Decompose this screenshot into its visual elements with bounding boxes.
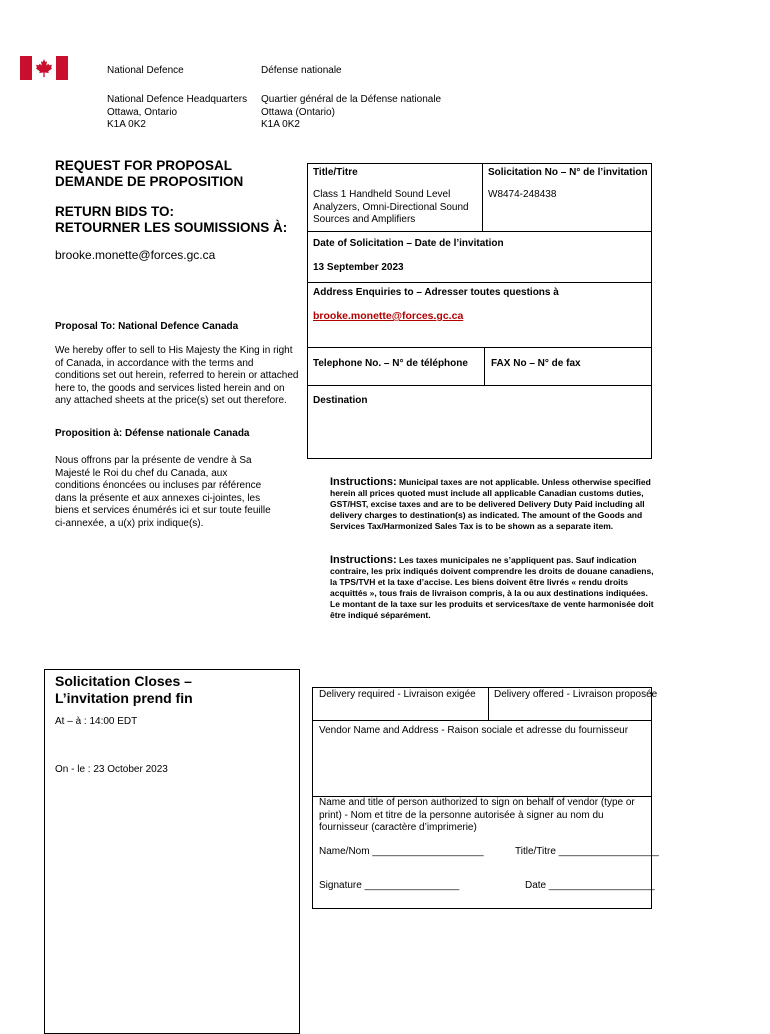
address-en-line: K1A 0K2 <box>107 119 146 130</box>
address-fr <box>261 94 441 132</box>
dept-name-fr: Défense nationale <box>261 65 342 76</box>
flag-left-bar <box>20 56 32 80</box>
date-of-solicitation-value: 13 September 2023 <box>313 262 404 273</box>
instructions-fr-text: Les taxes municipales ne s’appliquent pas. Sauf indication contraire, les prix indiqués doivent comprendre les droits de douane canadiens, la TPS/TVH et la taxe d’accise. Les biens doivent être livrés « rendu droits acquittés », tous frais de livraison compris, à la ou aux destinations indiquées. Le montant de la taxe sur les produits et services/taxe de vente harmonisée doit être indiqué séparément. <box>330 555 654 620</box>
rfp-title <box>55 158 243 190</box>
canada-flag-logo <box>20 56 68 80</box>
offer-text-en: We hereby offer to sell to His Majesty the King in right of Canada, in accordance with the terms and conditions set out herein, referred to herein or attached here to, the goods and services listed herein and on any attached sheets at the price(s) set out therefore. <box>55 345 299 407</box>
divider <box>312 720 652 721</box>
closing-time: At – à : 14:00 EDT <box>55 716 138 727</box>
address-fr-line: Ottawa (Ontario) <box>261 106 335 118</box>
enquiries-label: Address Enquiries to – Adresser toutes questions à <box>313 287 559 298</box>
delivery-offered-field[interactable]: Delivery offered - Livraison proposée <box>494 689 658 700</box>
authorized-person-label: Name and title of person authorized to sign on behalf of vendor (type or print) - Nom et titre de la personne autorisée à signer au nom du fournisseur (caractère d’imprimerie) <box>319 797 635 833</box>
divider <box>488 687 489 720</box>
divider <box>307 347 652 348</box>
title-label: Title/Titre <box>313 167 358 178</box>
rfp-title-en: REQUEST FOR PROPOSAL <box>55 158 233 173</box>
date-field[interactable]: Date ___________________ <box>525 880 655 891</box>
return-bids-fr: RETOURNER LES SOUMISSIONS À: <box>55 220 288 235</box>
name-field[interactable]: Name/Nom ____________________ <box>319 846 484 857</box>
offer-text-fr: Nous offrons par la présente de vendre à Sa Majesté le Roi du chef du Canada, aux conditions énoncées ou incluses par référence dans la présente et aux annexes ci-jointes, les biens et services énumérés ici et sur toute feuille ci-annexée, a u(x) prix indique(s). <box>55 455 271 529</box>
address-en <box>107 94 247 132</box>
return-bids-en: RETURN BIDS TO: <box>55 204 175 219</box>
closes-title-fr: L’invitation prend fin <box>55 690 193 706</box>
flag-right-bar <box>56 56 68 80</box>
maple-leaf-icon <box>35 58 53 78</box>
divider <box>482 163 483 232</box>
divider <box>307 385 652 386</box>
date-of-solicitation-label: Date of Solicitation – Date de l’invitation <box>313 238 504 249</box>
proposition-a: Proposition à: Défense nationale Canada <box>55 428 250 439</box>
title-value: Class 1 Handheld Sound Level Analyzers, Omni-Directional Sound Sources and Amplifiers <box>313 189 469 225</box>
title-field[interactable]: Title/Titre __________________ <box>515 846 659 857</box>
delivery-required-field[interactable]: Delivery required - Livraison exigée <box>319 689 476 700</box>
return-bids-heading <box>55 204 287 236</box>
divider <box>484 347 485 385</box>
signature-field[interactable]: Signature _________________ <box>319 880 460 891</box>
solicitation-label: Solicitation No – N° de l’invitation <box>488 167 648 178</box>
solicitation-closes-title <box>55 673 193 707</box>
enquiries-email-link[interactable]: brooke.monette@forces.gc.ca <box>313 310 464 322</box>
divider <box>307 231 652 232</box>
address-en-line: Ottawa, Ontario <box>107 106 178 118</box>
address-en-line: National Defence Headquarters <box>107 94 248 105</box>
vendor-name-address-field[interactable]: Vendor Name and Address - Raison sociale et adresse du fournisseur <box>319 725 629 736</box>
closes-title-en: Solicitation Closes – <box>55 673 192 689</box>
solicitation-value: W8474-248438 <box>488 189 557 200</box>
proposal-to: Proposal To: National Defence Canada <box>55 321 239 332</box>
telephone-label: Telephone No. – N° de téléphone <box>313 358 468 369</box>
dept-name-en: National Defence <box>107 65 184 76</box>
rfp-title-fr: DEMANDE DE PROPOSITION <box>55 174 244 189</box>
return-email[interactable]: brooke.monette@forces.gc.ca <box>55 248 216 262</box>
instructions-en-text: Municipal taxes are not applicable. Unless otherwise specified herein all prices quoted must include all applicable Canadian customs duties, GST/HST, excise taxes and are to be delivered Delivery Duty Paid including all delivery charges to destination(s) as indicated. The amount of the Goods and Services Tax/Harmonized Sales Tax is to be shown as a separate item. <box>330 477 651 531</box>
divider <box>307 282 652 283</box>
address-fr-line: K1A 0K2 <box>261 119 300 130</box>
address-fr-line: Quartier général de la Défense nationale <box>261 94 442 105</box>
instructions-en <box>330 477 660 532</box>
fax-label: FAX No – N° de fax <box>491 358 581 369</box>
instructions-fr-lead: Instructions: <box>330 554 397 566</box>
instructions-fr <box>330 555 660 621</box>
closing-date: On - le : 23 October 2023 <box>55 764 168 775</box>
instructions-en-lead: Instructions: <box>330 476 397 488</box>
destination-label: Destination <box>313 395 368 406</box>
